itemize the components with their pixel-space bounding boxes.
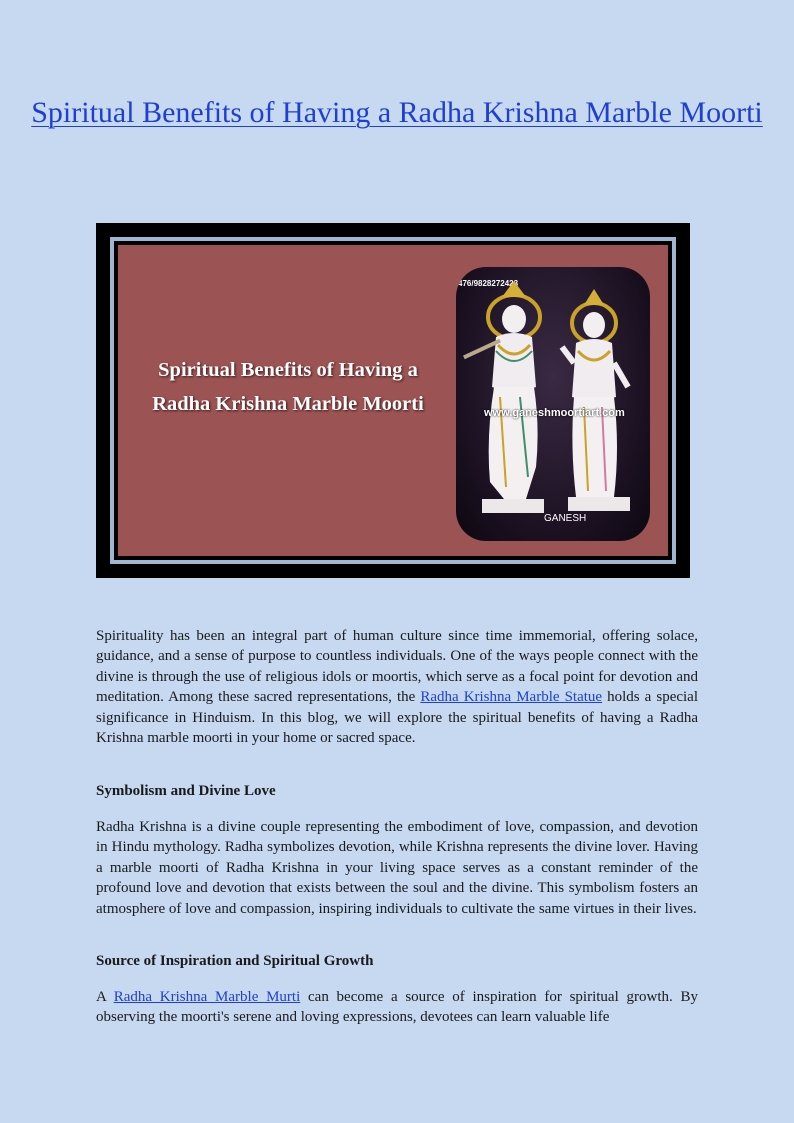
- featured-banner: [96, 223, 690, 578]
- section2-heading: Source of Inspiration and Spiritual Growth: [96, 953, 374, 969]
- radha-krishna-marble-statue-link[interactable]: Radha Krishna Marble Statue: [420, 689, 603, 706]
- radha-krishna-marble-murti-link[interactable]: Radha Krishna Marble Murti: [113, 989, 301, 1005]
- banner-title: Spiritual Benefits of Having a Radha Krishna Marble Moorti: [152, 359, 424, 415]
- photo-website-watermark: www.ganeshmoortiart.com: [484, 407, 625, 419]
- banner-panel: [118, 245, 668, 556]
- photo-phone-watermark: 476/9828272423: [458, 279, 519, 288]
- section1-paragraph: Radha Krishna is a divine couple representing the embodiment of love, compassion, and devotion in Hindu mythology. Radha symbolizes devotion, while Krishna represents the divine lover. Having a marble moorti of Radha Krishna in your living space serves as a constant reminder of the profound love and devotion that exists between the soul and the divine. This symbolism fosters an atmosphere of love and compassion, inspiring individuals to cultivate the same virtues in their lives.: [96, 819, 698, 917]
- title-link[interactable]: Spiritual Benefits of Having a Radha Krishna Marble Moorti: [31, 96, 763, 129]
- section2-text-2: can become a source of inspiration for spiritual growth. By observing the moorti's serene and loving expressions, devotees can learn valuable life: [96, 989, 698, 1026]
- intro-paragraph: [96, 626, 698, 748]
- photo-brand-watermark: GANESH: [544, 513, 587, 524]
- intro-text-2: holds a special significance in Hinduism. In this blog, we will explore the spiritual benefits of having a Radha Krishna marble moorti in your home or sacred space.: [96, 689, 699, 747]
- section2-paragraph: [96, 987, 698, 1028]
- section2-text-1: A: [96, 989, 114, 1005]
- statue-illustration: [456, 267, 650, 541]
- section1-heading: Symbolism and Divine Love: [96, 783, 276, 799]
- radha-krishna-photo: [456, 267, 650, 541]
- page-title: [0, 92, 794, 134]
- intro-text-1: Spirituality has been an integral part of human culture since time immemorial, offering solace, guidance, and a sense of purpose to countless individuals. One of the ways people connect with the divine is through the use of religious idols or moortis, which serve as a focal point for devotion and meditation. Among these sacred representations, the: [96, 628, 698, 706]
